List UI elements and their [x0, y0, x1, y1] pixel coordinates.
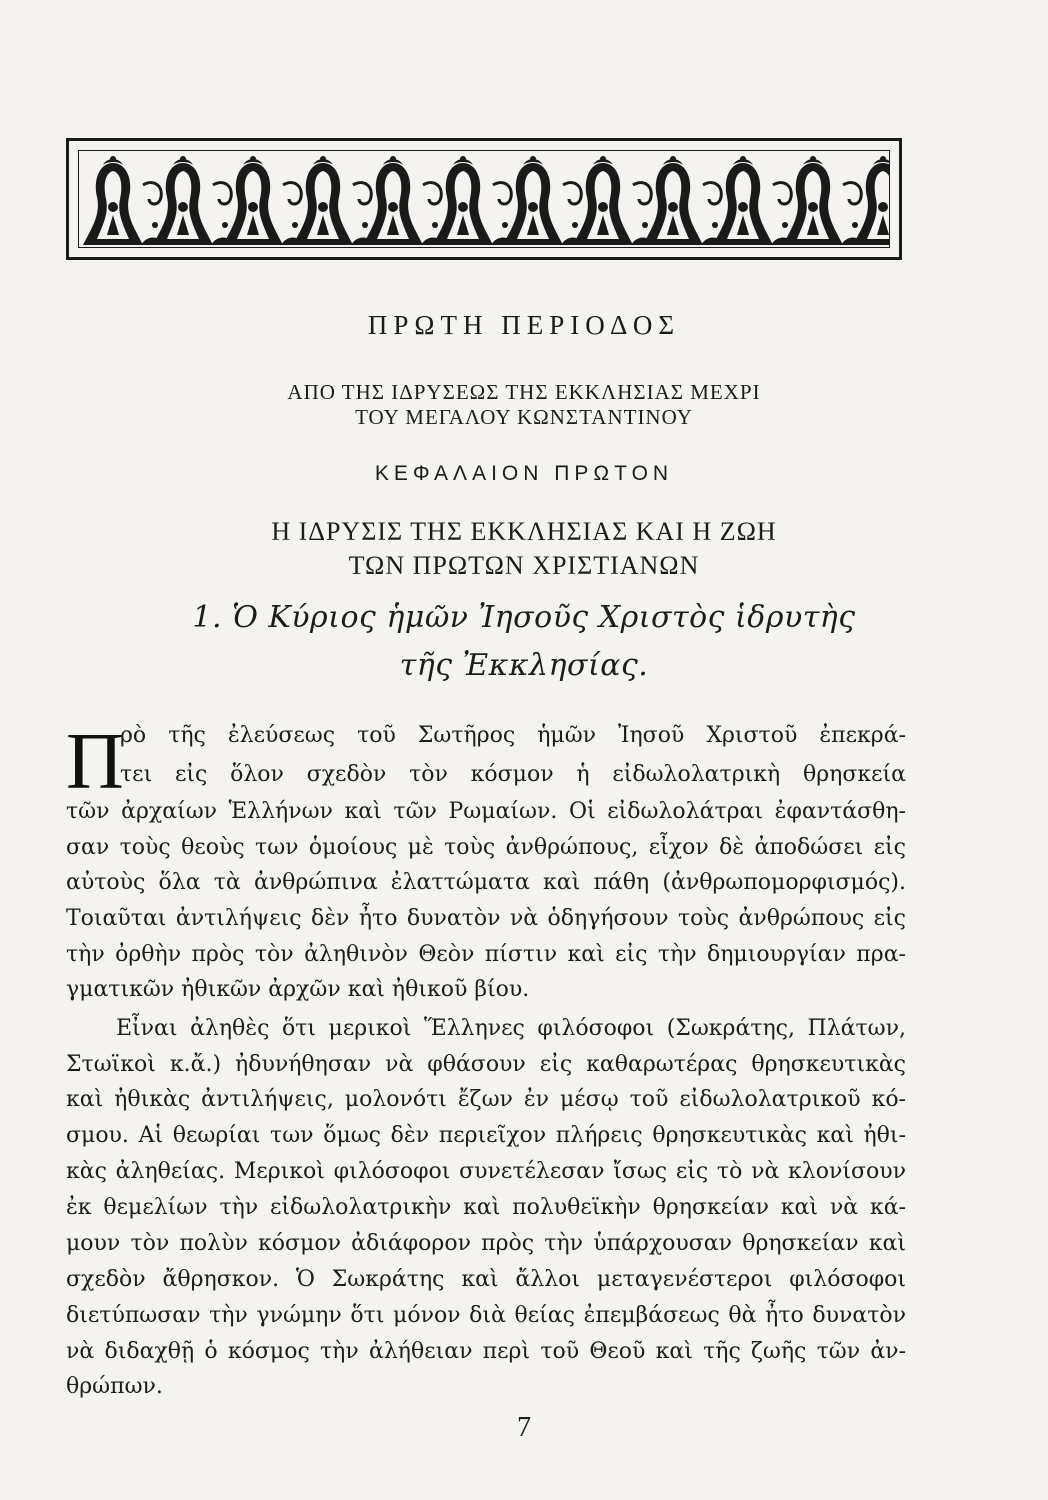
chapter-title-line-1: Η ΙΔΡΥΣΙΣ ΤΗΣ ΕΚΚΛΗΣΙΑΣ ΚΑΙ Η ΖΩΗ [271, 517, 777, 546]
paragraph-2-line: θρώπων. [66, 1374, 163, 1399]
paragraph-1-line: τῶν ἀρχαίων Ἑλλήνων καὶ τῶν Ρωμαίων. Οἱ εἰδωλολάτραι ἐφαντάσθη- [66, 799, 906, 824]
paragraph-1-line: σαν τοὺς θεοὺς των ὁμοίους μὲ τοὺς ἀνθρώπους, εἶχον δὲ ἀποδώσει εἰς [66, 835, 906, 860]
paragraph-2-line: μουν τὸν πολὺν κόσμον ἀδιάφορον πρὸς τὴν ὑπάρχουσαν θρησκείαν καὶ [66, 1231, 906, 1256]
period-subtitle-line-2: ΤΟΥ ΜΕΓΑΛΟΥ ΚΩΝΣΤΑΝΤΙΝΟΥ [355, 405, 693, 429]
paragraph-2-line: νὰ διδαχθῇ ὁ κόσμος τὴν ἀλήθειαν περὶ τοῦ Θεοῦ καὶ τῆς ζωῆς τῶν ἀν- [66, 1339, 906, 1364]
paragraph-1-line: Τοιαῦται ἀντιλήψεις δὲν ἦτο δυνατὸν νὰ ὁδηγήσουν τοὺς ἀνθρώπους εἰς [66, 906, 906, 931]
section-title-line-1: 1. Ὁ Κύριος ἡμῶν Ἰησοῦς Χριστὸς ἱδρυτὴς [192, 600, 856, 635]
paragraph-1-line: τει εἰς ὅλον σχεδὸν τὸν κόσμον ἡ εἰδωλολατρικὴ θρησκεία [120, 762, 906, 787]
drop-cap: Π [66, 718, 124, 806]
period-subtitle-line-1: ΑΠΟ ΤΗΣ ΙΔΡΥΣΕΩΣ ΤΗΣ ΕΚΚΛΗΣΙΑΣ ΜΕΧΡΙ [287, 380, 761, 404]
paragraph-2-line: ἐκ θεμελίων τὴν εἰδωλολατρικὴν καὶ πολυθεϊκὴν θρησκείαν καὶ νὰ κά- [66, 1195, 906, 1220]
paragraph-2-line: Εἶναι ἀληθὲς ὅτι μερικοὶ Ἕλληνες φιλόσοφοι (Σωκράτης, Πλάτων, [116, 1016, 906, 1041]
period-title: ΠΡΩΤΗ ΠΕΡΙΟΔΟΣ [367, 310, 681, 340]
paragraph-2-line: διετύπωσαν τὴν γνώμην ὅτι μόνον διὰ θείας ἐπεμβάσεως θὰ ἦτο δυνατὸν [66, 1303, 906, 1328]
page-number: 7 [517, 1412, 531, 1443]
floral-ornament-icon [79, 151, 890, 248]
paragraph-2-line: καὶ ἠθικὰς ἀντιλήψεις, μολονότι ἔζων ἐν μέσῳ τοῦ εἰδωλολατρικοῦ κό- [66, 1087, 906, 1112]
paragraph-2-line: σμου. Αἱ θεωρίαι των ὅμως δὲν περιεῖχον πλήρεις θρησκευτικὰς καὶ ἠθι- [66, 1123, 906, 1148]
paragraph-2-line: Στωϊκοὶ κ.ἄ.) ἠδυνήθησαν νὰ φθάσουν εἰς καθαρωτέρας θρησκευτικὰς [66, 1052, 906, 1077]
chapter-label: ΚΕΦΑΛΑΙΟΝ ΠΡΩΤΟΝ [374, 462, 674, 485]
paragraph-2-line: σχεδὸν ἄθρησκον. Ὁ Σωκράτης καὶ ἄλλοι μεταγενέστεροι φιλόσοφοι [66, 1267, 906, 1292]
chapter-title-line-2: ΤΩΝ ΠΡΩΤΩΝ ΧΡΙΣΤΙΑΝΩΝ [348, 551, 700, 580]
section-title-line-2: τῆς Ἐκκλησίας. [399, 648, 649, 683]
paragraph-1-line: ρὸ τῆς ἐλεύσεως τοῦ Σωτῆρος ἡμῶν Ἰησοῦ Χριστοῦ ἐπεκρά- [120, 723, 906, 748]
paragraph-2-line: κὰς ἀληθείας. Μερικοὶ φιλόσοφοι συνετέλεσαν ἴσως εἰς τὸ νὰ κλονίσουν [66, 1159, 906, 1184]
paragraph-1-line: τὴν ὀρθὴν πρὸς τὸν ἀληθινὸν Θεὸν πίστιν καὶ εἰς τὴν δημιουργίαν πρα- [66, 942, 906, 967]
paragraph-1-line: γματικῶν ἠθικῶν ἀρχῶν καὶ ἠθικοῦ βίου. [66, 977, 530, 1002]
ornament-band [66, 138, 902, 260]
paragraph-1-line: αὐτοὺς ὅλα τὰ ἀνθρώπινα ἐλαττώματα καὶ πάθη (ἀνθρωπομορφισμός). [66, 870, 906, 895]
